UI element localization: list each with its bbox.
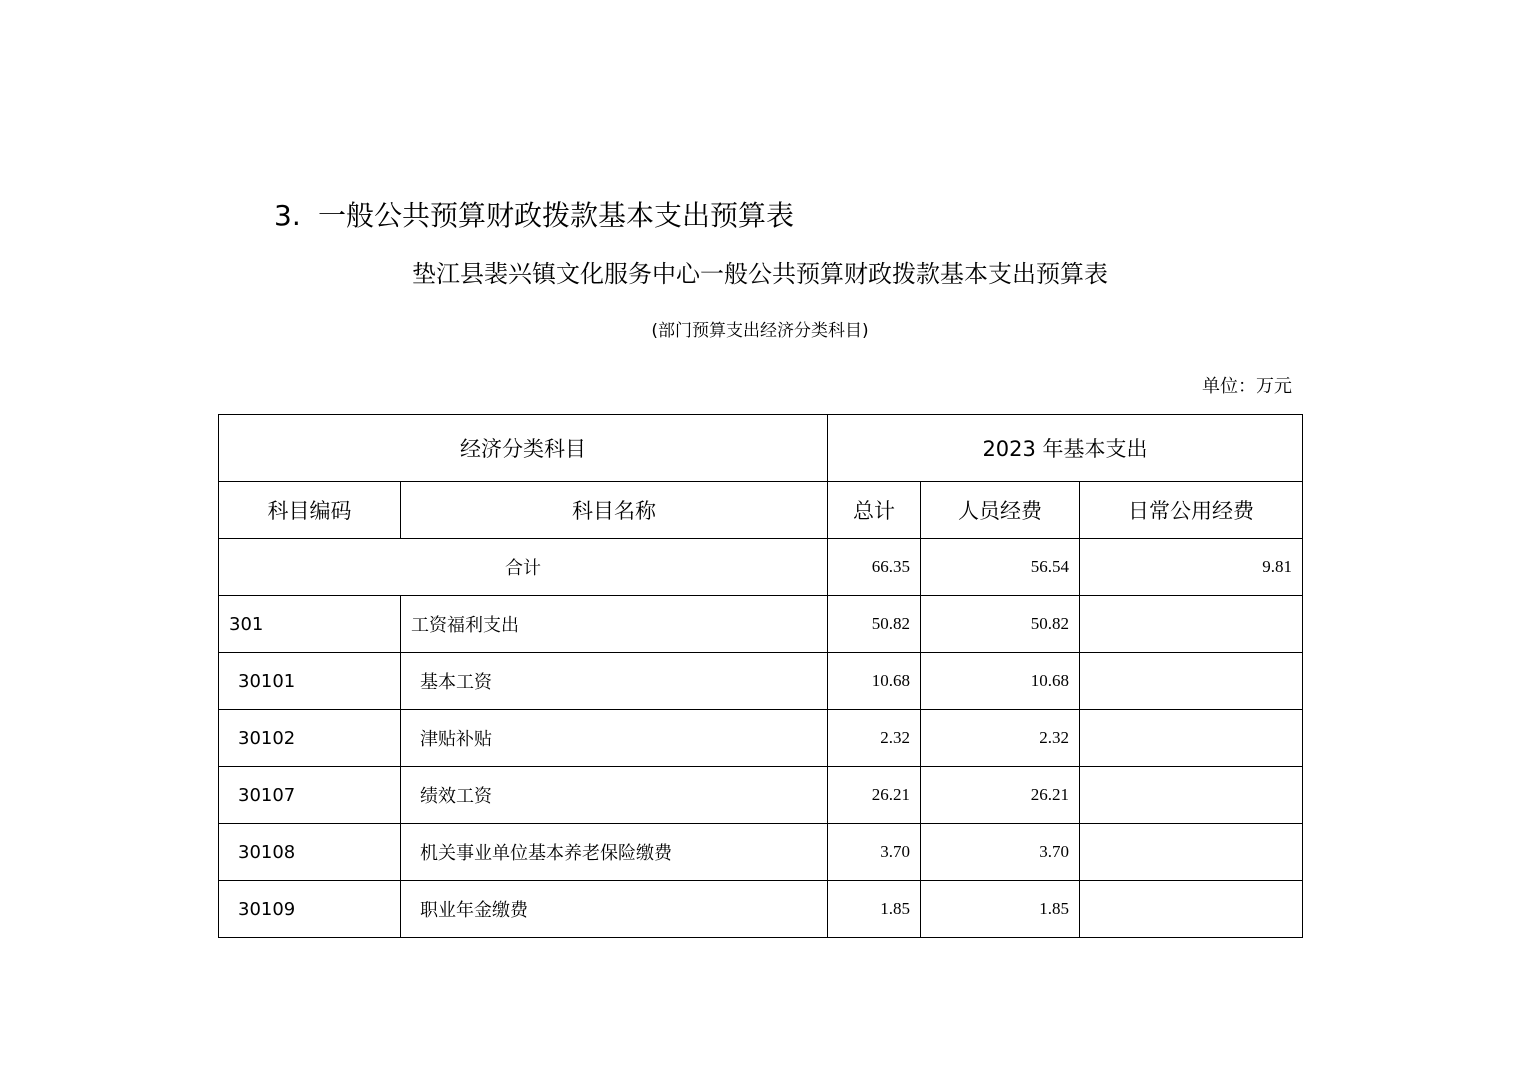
- row-code: 30107: [219, 767, 401, 824]
- table-row: [219, 824, 1303, 881]
- row-personnel: 26.21: [921, 767, 1080, 824]
- row-total: 3.70: [828, 824, 921, 881]
- table-row: [219, 653, 1303, 710]
- table-header-group-row: [219, 415, 1303, 482]
- header-economic-category: 经济分类科目: [219, 415, 828, 482]
- total-public: 9.81: [1080, 539, 1303, 596]
- row-code: 30109: [219, 881, 401, 938]
- row-name: 绩效工资: [401, 767, 828, 824]
- header-personnel: 人员经费: [921, 482, 1080, 539]
- row-total: 50.82: [828, 596, 921, 653]
- row-code: 30101: [219, 653, 401, 710]
- header-total: 总计: [828, 482, 921, 539]
- total-personnel: 56.54: [921, 539, 1080, 596]
- row-personnel: 1.85: [921, 881, 1080, 938]
- row-name: 职业年金缴费: [401, 881, 828, 938]
- document-title: 垫江县裴兴镇文化服务中心一般公共预算财政拨款基本支出预算表: [412, 260, 1108, 288]
- row-name: 基本工资: [401, 653, 828, 710]
- row-public: [1080, 824, 1303, 881]
- row-public: [1080, 653, 1303, 710]
- document-subtitle: (部门预算支出经济分类科目): [651, 321, 869, 341]
- row-total: 1.85: [828, 881, 921, 938]
- table-header-row: [219, 482, 1303, 539]
- row-public: [1080, 881, 1303, 938]
- row-personnel: 2.32: [921, 710, 1080, 767]
- table-row: [219, 596, 1303, 653]
- row-total: 26.21: [828, 767, 921, 824]
- row-code: 301: [219, 596, 401, 653]
- row-public: [1080, 710, 1303, 767]
- row-code: 30102: [219, 710, 401, 767]
- section-number: 3.: [274, 199, 301, 232]
- table-total-row: [219, 539, 1303, 596]
- row-name: 工资福利支出: [401, 596, 828, 653]
- row-public: [1080, 596, 1303, 653]
- total-label: 合计: [219, 539, 828, 596]
- row-public: [1080, 767, 1303, 824]
- header-code: 科目编码: [219, 482, 401, 539]
- row-personnel: 50.82: [921, 596, 1080, 653]
- header-public: 日常公用经费: [1080, 482, 1303, 539]
- table-row: [219, 767, 1303, 824]
- row-personnel: 3.70: [921, 824, 1080, 881]
- row-name: 机关事业单位基本养老保险缴费: [401, 824, 828, 881]
- row-personnel: 10.68: [921, 653, 1080, 710]
- row-code: 30108: [219, 824, 401, 881]
- row-name: 津贴补贴: [401, 710, 828, 767]
- row-total: 2.32: [828, 710, 921, 767]
- unit-label: 单位：万元: [1202, 376, 1292, 397]
- row-total: 10.68: [828, 653, 921, 710]
- header-name: 科目名称: [401, 482, 828, 539]
- table-row: [219, 710, 1303, 767]
- header-basic-expenditure: 2023 年基本支出: [828, 415, 1303, 482]
- section-heading-text: 一般公共预算财政拨款基本支出预算表: [318, 199, 795, 232]
- table-row: [219, 881, 1303, 938]
- total-total: 66.35: [828, 539, 921, 596]
- section-heading: [274, 196, 794, 236]
- budget-table: [218, 414, 1303, 938]
